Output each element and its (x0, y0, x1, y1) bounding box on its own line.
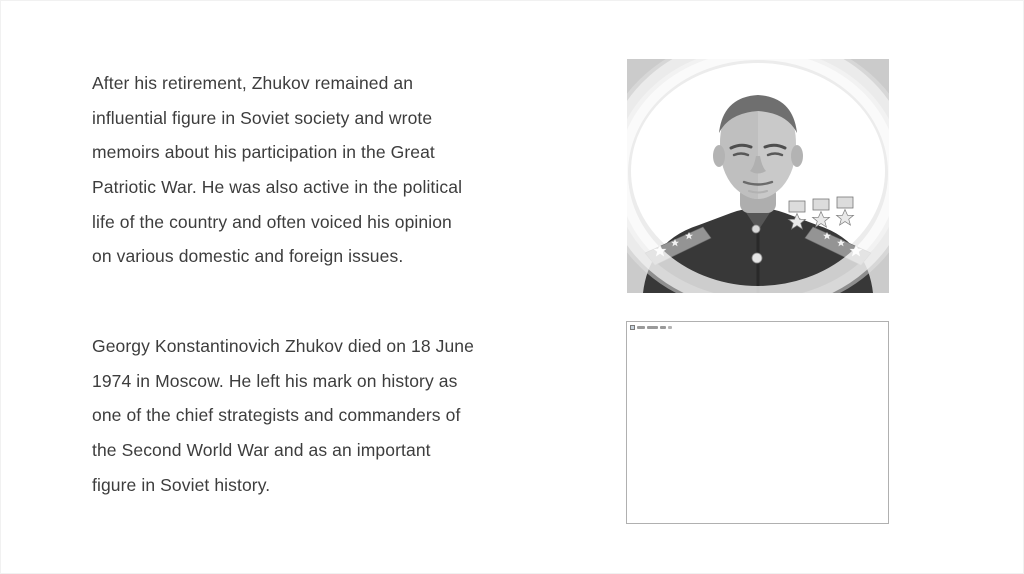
text-line: on various domestic and foreign issues. (92, 246, 404, 267)
broken-image-alt-row (630, 325, 672, 330)
illegible-alt-text (660, 326, 666, 329)
illegible-alt-text (668, 326, 672, 329)
paragraph-retirement (92, 66, 532, 274)
text-line: memoirs about his participation in the Great (92, 142, 435, 163)
text-line: Georgy Konstantinovich Zhukov died on 18 June (92, 336, 474, 356)
text-line: 1974 in Moscow. He left his mark on history as (92, 370, 458, 391)
illegible-alt-text (647, 326, 658, 329)
zhukov-portrait-image (627, 59, 889, 293)
missing-image-placeholder (626, 321, 889, 524)
text-line: figure in Soviet history. (92, 474, 271, 495)
text-line: Patriotic War. He was also active in the political (92, 177, 463, 198)
text-line: influential figure in Soviet society and wrote (92, 107, 433, 128)
text-line: one of the chief strategists and commanders of (92, 405, 461, 426)
text-line: After his retirement, Zhukov remained an (92, 73, 414, 93)
portrait-graphic (627, 59, 889, 293)
text-line: life of the country and often voiced his opinion (92, 211, 452, 232)
broken-image-icon (630, 325, 635, 330)
illegible-alt-text (637, 326, 645, 329)
paragraph-death-legacy (92, 329, 532, 502)
text-line: the Second World War and as an important (92, 440, 431, 461)
